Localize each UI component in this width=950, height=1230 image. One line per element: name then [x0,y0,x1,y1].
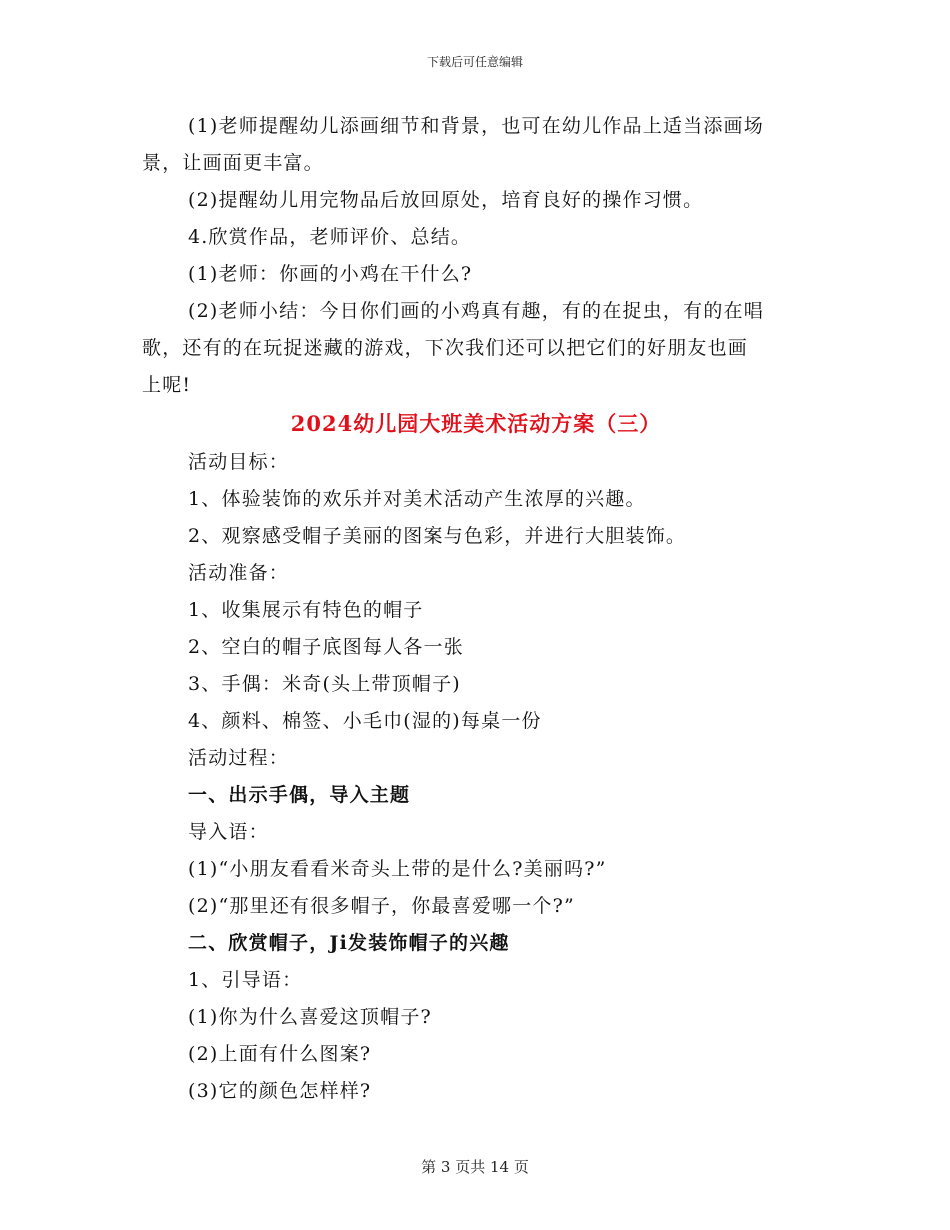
paragraph-line: (1)你为什么喜爱这顶帽子? [188,1006,432,1028]
paragraph-line: 活动过程： [188,747,290,769]
paragraph-line: (1)老师：你画的小鸡在干什么? [188,263,473,285]
paragraph-line: 4、颜料、棉签、小毛巾(湿的)每桌一份 [188,710,542,732]
section-title: 2024幼儿园大班美术活动方案（三） [290,411,662,436]
paragraph-line: 4.欣赏作品，老师评价、总结。 [188,226,472,248]
page-header: 下载后可任意编辑 [426,55,523,69]
paragraph-line: 导入语： [188,821,269,843]
paragraph-line: 2、观察感受帽子美丽的图案与色彩，并进行大胆装饰。 [188,525,687,547]
paragraph-line: 活动目标： [188,451,290,473]
paragraph-line: (3)它的颜色怎样样? [188,1080,372,1102]
section-heading: 一、出示手偶，导入主题 [188,784,411,806]
paragraph-line: 1、引导语： [188,969,303,991]
page-footer: 第 3 页共 14 页 [421,1158,529,1176]
paragraph-line: 1、收集展示有特色的帽子 [188,599,424,621]
paragraph-line: (2)提醒幼儿用完物品后放回原处，培育良好的操作习惯。 [188,189,704,211]
paragraph-line: 活动准备： [188,562,290,584]
paragraph-line: (2)上面有什么图案? [188,1043,372,1065]
section-heading: 二、欣赏帽子，Ji发装饰帽子的兴趣 [188,932,510,954]
paragraph-line: 3、手偶：米奇(头上带顶帽子) [188,673,461,695]
paragraph-line: (1)“小朋友看看米奇头上带的是什么?美丽吗?” [188,858,607,880]
document-body [142,108,810,1110]
paragraph-line: (2)“那里还有很多帽子，你最喜爱哪一个?” [188,895,575,917]
paragraph-line: 上呢! [142,374,192,396]
paragraph-line: 1、体验装饰的欢乐并对美术活动产生浓厚的兴趣。 [188,488,646,510]
paragraph-line: (2)老师小结：今日你们画的小鸡真有趣，有的在捉虫，有的在唱 [188,300,764,322]
paragraph-line: 景，让画面更丰富。 [142,152,324,174]
paragraph-line: (1)老师提醒幼儿添画细节和背景，也可在幼儿作品上适当添画场 [188,115,764,137]
paragraph-line: 2、空白的帽子底图每人各一张 [188,636,464,658]
paragraph-line: 歌，还有的在玩捉迷藏的游戏，下次我们还可以把它们的好朋友也画 [142,337,749,359]
